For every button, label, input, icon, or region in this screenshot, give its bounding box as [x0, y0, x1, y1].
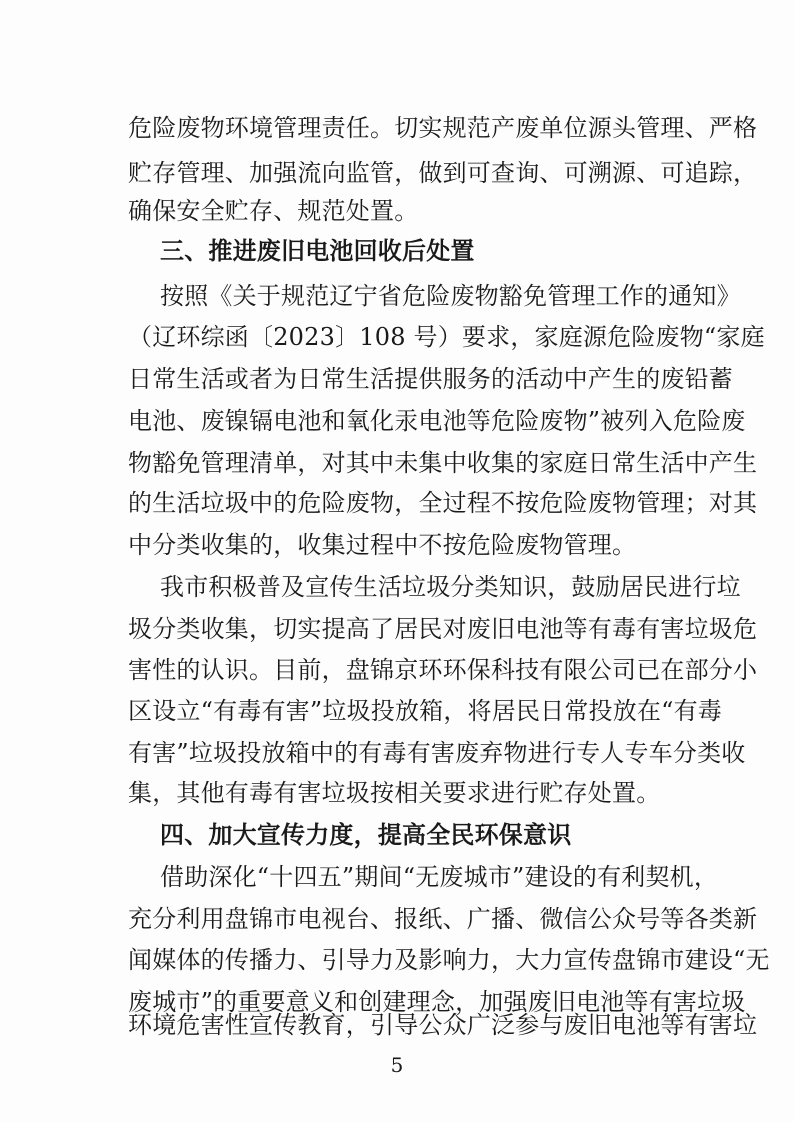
body-text-line: 充分利用盘锦市电视台、报纸、广播、微信公众号等各类新: [128, 905, 758, 933]
body-text-line: 闻媒体的传播力、引导力及影响力，大力宣传盘锦市建设“无: [128, 946, 770, 974]
body-text-line: 物豁免管理清单，对其中未集中收集的家庭日常生活中产生: [128, 449, 758, 477]
body-text-line: 我市积极普及宣传生活垃圾分类知识，鼓励居民进行垃: [160, 573, 741, 601]
body-text-line: 的生活垃圾中的危险废物，全过程不按危险废物管理；对其: [128, 489, 758, 517]
body-text-line: （辽环综函〔2023〕108 号）要求，家庭源危险废物“家庭: [128, 323, 765, 351]
body-text-line: 集，其他有毒有害垃圾按相关要求进行贮存处置。: [128, 779, 661, 807]
body-text-line: 电池、废镍镉电池和氧化汞电池等危险废物”被列入危险废: [128, 407, 746, 435]
body-text-line: 有害”垃圾投放箱中的有毒有害废弃物进行专人专车分类收: [128, 739, 746, 767]
body-text-line: 借助深化“十四五”期间“无废城市”建设的有利契机，: [160, 863, 719, 891]
body-text-line: 贮存管理、加强流向监管，做到可查询、可溯源、可追踪，: [128, 159, 758, 187]
body-text-line: 区设立“有毒有害”垃圾投放箱，将居民日常投放在“有毒: [128, 697, 723, 725]
section-heading-4: 四、加大宣传力度，提高全民环保意识: [160, 821, 572, 849]
body-text-line: 害性的认识。目前，盘锦京环环保科技有限公司已在部分小: [128, 656, 758, 684]
body-text-line: 危险废物环境管理责任。切实规范产废单位源头管理、严格: [128, 114, 758, 142]
section-heading-3: 三、推进废旧电池回收后处置: [160, 237, 475, 265]
body-text-line: 圾分类收集，切实提高了居民对废旧电池等有毒有害垃圾危: [128, 615, 758, 643]
body-text-line: 按照《关于规范辽宁省危险废物豁免管理工作的通知》: [160, 282, 741, 310]
body-text-line: 废城市”的重要意义和创建理念，加强废旧电池等有害垃圾: [128, 988, 746, 1016]
body-text-line: 中分类收集的，收集过程中不按危险废物管理。: [128, 531, 637, 559]
page-number: 5: [390, 1053, 404, 1077]
body-text-line: 日常生活或者为日常生活提供服务的活动中产生的废铅蓄: [128, 365, 733, 393]
body-text-line: 确保安全贮存、规范处置。: [128, 197, 419, 225]
body-text-line: 环境危害性宣传教育，引导公众广泛参与废旧电池等有害垃: [128, 1011, 758, 1039]
